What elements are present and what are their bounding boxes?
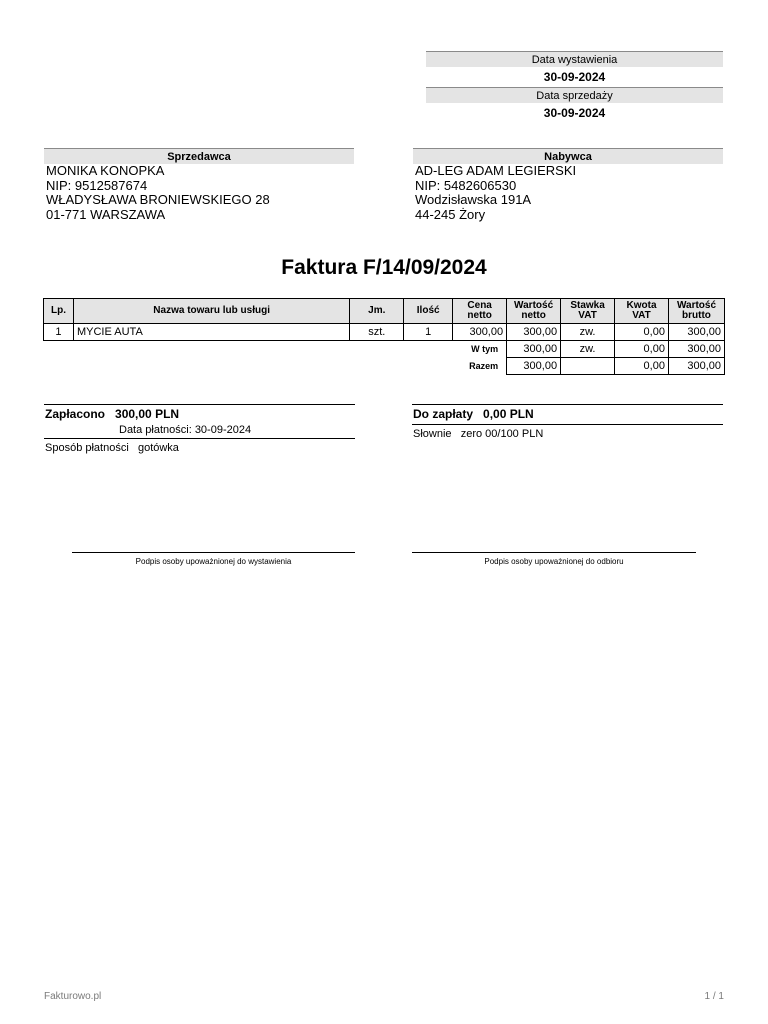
header-rate: Stawka VAT: [561, 299, 615, 324]
due-label: Do zapłaty: [413, 407, 474, 421]
cell-vat: 0,00: [615, 324, 669, 341]
header-gross: Wartość brutto: [668, 299, 724, 324]
receiver-signature-line: Podpis osoby upoważnionej do odbioru: [412, 552, 696, 566]
invoice-dates: [426, 51, 723, 123]
words-value: zero 00/100 PLN: [460, 428, 544, 440]
issue-date-label: Data wystawienia: [426, 51, 723, 67]
header-name: Nazwa towaru lub usługi: [73, 299, 349, 324]
due-block: [412, 404, 723, 443]
seller-heading: Sprzedawca: [44, 148, 354, 164]
in-which-vat: 0,00: [615, 341, 669, 358]
cell-qty: 1: [404, 324, 453, 341]
cell-rate: zw.: [561, 324, 615, 341]
buyer-street: Wodzisławska 191A: [415, 192, 532, 207]
header-vat: Kwota VAT: [615, 299, 669, 324]
table-header-row: [44, 299, 725, 324]
footer-brand: Fakturowo.pl: [44, 991, 102, 1002]
cell-price: 300,00: [453, 324, 507, 341]
total-vat: 0,00: [615, 358, 669, 375]
total-label: Razem: [469, 361, 499, 371]
issue-date-value: 30-09-2024: [543, 70, 606, 84]
payment-method-value: gotówka: [137, 442, 179, 454]
buyer-nip: NIP: 5482606530: [415, 177, 517, 193]
payment-date: Data płatności: 30-09-2024: [119, 424, 252, 436]
items-table: [43, 298, 725, 375]
header-qty: Ilość: [404, 299, 453, 324]
header-price: Cena netto: [453, 299, 507, 324]
issuer-signature-line: Podpis osoby upoważnionej do wystawienia: [72, 552, 355, 566]
payment-method-label: Sposób płatności: [45, 442, 129, 454]
words-label: Słownie: [413, 428, 452, 440]
total-row: [44, 358, 725, 375]
seller-nip: NIP: 9512587674: [46, 177, 148, 193]
seller-name: MONIKA KONOPKA: [46, 163, 165, 178]
footer-page-number: 1 / 1: [704, 991, 724, 1002]
sale-date-label: Data sprzedaży: [426, 87, 723, 103]
paid-label: Zapłacono: [45, 407, 106, 421]
buyer-name: AD-LEG ADAM LEGIERSKI: [415, 163, 577, 178]
total-gross: 300,00: [668, 358, 724, 375]
invoice-title: Faktura F/14/09/2024: [281, 256, 487, 279]
cell-unit: szt.: [350, 324, 404, 341]
seller-street: WŁADYSŁAWA BRONIEWSKIEGO 28: [46, 192, 270, 207]
amount-in-words-row: [412, 425, 723, 443]
in-which-rate: zw.: [561, 341, 615, 358]
buyer-block: [413, 148, 723, 222]
sale-date-value: 30-09-2024: [543, 106, 606, 120]
in-which-gross: 300,00: [668, 341, 724, 358]
payment-method-row: [44, 439, 355, 457]
paid-row: [44, 405, 355, 424]
header-lp: Lp.: [44, 299, 74, 324]
total-net: 300,00: [507, 358, 561, 375]
table-row: [44, 324, 725, 341]
buyer-city: 44-245 Żory: [415, 206, 486, 222]
cell-name: MYCIE AUTA: [73, 324, 349, 341]
in-which-net: 300,00: [507, 341, 561, 358]
cell-lp: 1: [44, 324, 74, 341]
header-unit: Jm.: [350, 299, 404, 324]
seller-city: 01-771 WARSZAWA: [46, 206, 166, 222]
due-row: [412, 405, 723, 424]
in-which-row: [44, 341, 725, 358]
due-value: 0,00 PLN: [483, 407, 534, 421]
seller-block: [44, 148, 354, 222]
paid-value: 300,00 PLN: [115, 407, 180, 421]
header-net: Wartość netto: [507, 299, 561, 324]
cell-net: 300,00: [507, 324, 561, 341]
paid-block: [44, 404, 355, 457]
buyer-heading: Nabywca: [413, 148, 723, 164]
in-which-label: W tym: [471, 344, 499, 355]
cell-gross: 300,00: [668, 324, 724, 341]
total-rate: [561, 358, 615, 375]
